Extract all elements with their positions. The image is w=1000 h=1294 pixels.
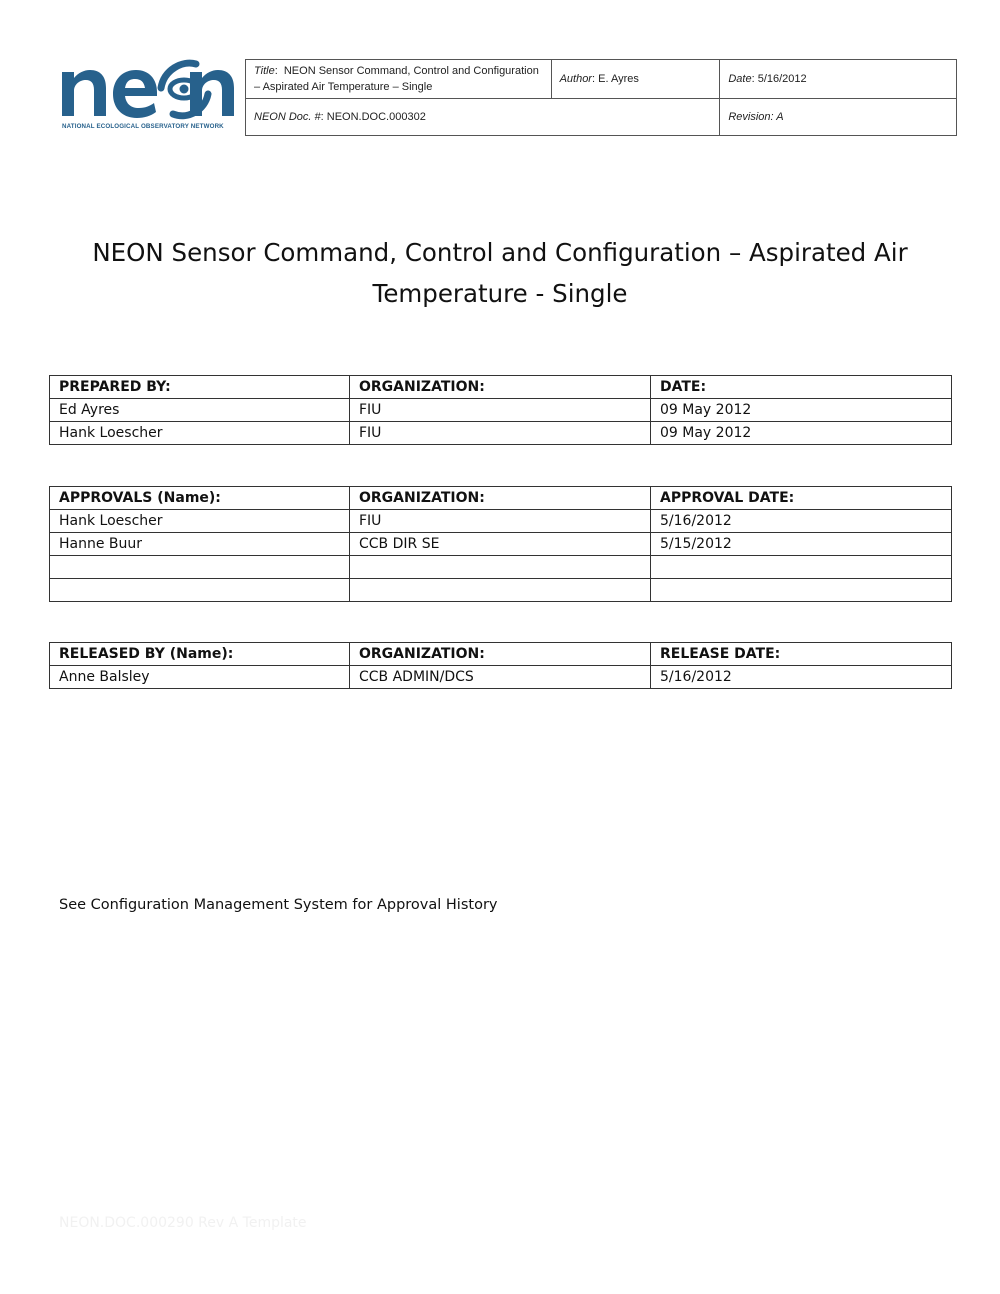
table-cell: 5/16/2012 <box>651 510 952 533</box>
table-row <box>50 666 952 689</box>
column-header: ORGANIZATION: <box>350 643 651 666</box>
table-cell: Hanne Buur <box>50 533 350 556</box>
column-header: RELEASE DATE: <box>651 643 952 666</box>
table-row <box>50 399 952 422</box>
table-row <box>50 422 952 445</box>
table-cell <box>350 579 651 602</box>
template-footer: NEON.DOC.000290 Rev A Template <box>59 1215 307 1231</box>
table-cell: Anne Balsley <box>50 666 350 689</box>
table-cell: CCB DIR SE <box>350 533 651 556</box>
neon-logo-icon <box>58 58 238 120</box>
doc-number-value: NEON.DOC.000302 <box>326 111 426 123</box>
neon-logo <box>58 58 238 136</box>
title-label: Title <box>254 65 275 77</box>
table-cell: 5/16/2012 <box>651 666 952 689</box>
table-row <box>50 510 952 533</box>
approval-history-note: See Configuration Management System for Approval History <box>59 897 498 913</box>
column-header: RELEASED BY (Name): <box>50 643 350 666</box>
column-header: DATE: <box>651 376 952 399</box>
table-header-row <box>50 376 952 399</box>
table-cell: Ed Ayres <box>50 399 350 422</box>
table-cell: FIU <box>350 510 651 533</box>
table-row <box>50 556 952 579</box>
table-cell <box>651 556 952 579</box>
document-header-box <box>245 59 957 136</box>
date-label: Date <box>728 73 752 85</box>
document-title-line: NEON Sensor Command, Control and Configuration – Aspirated Air <box>92 238 908 267</box>
prepared-by-table <box>49 375 952 445</box>
table-header-row <box>50 643 952 666</box>
author-value: E. Ayres <box>598 73 639 85</box>
date-value: 5/16/2012 <box>757 73 807 85</box>
column-header: APPROVALS (Name): <box>50 487 350 510</box>
table-cell: Hank Loescher <box>50 422 350 445</box>
revision-label: Revision: <box>728 111 774 123</box>
table-cell: Hank Loescher <box>50 510 350 533</box>
header-title-cell: Title: NEON Sensor Command, Control and Configuration – Aspirated Air Temperature – Single <box>246 60 552 99</box>
header-date-cell: Date: 5/16/2012 <box>720 60 957 99</box>
logo-tagline: NATIONAL ECOLOGICAL OBSERVATORY NETWORK <box>62 123 224 130</box>
revision-value: A <box>776 111 784 123</box>
table-row <box>50 533 952 556</box>
column-header: ORGANIZATION: <box>350 487 651 510</box>
table-row <box>50 579 952 602</box>
table-cell <box>50 556 350 579</box>
released-by-table <box>49 642 952 689</box>
table-cell: 09 May 2012 <box>651 422 952 445</box>
table-header-row <box>50 487 952 510</box>
column-header: PREPARED BY: <box>50 376 350 399</box>
table-cell <box>50 579 350 602</box>
table-cell: 5/15/2012 <box>651 533 952 556</box>
document-title <box>60 232 940 314</box>
title-value: NEON Sensor Command, Control and Configuration – Aspirated Air Temperature – Single <box>254 65 539 93</box>
table-cell: FIU <box>350 422 651 445</box>
header-revision-cell <box>720 99 957 136</box>
approvals-table <box>49 486 952 602</box>
table-cell <box>350 556 651 579</box>
author-label: Author <box>559 73 592 85</box>
table-cell: FIU <box>350 399 651 422</box>
table-cell: 09 May 2012 <box>651 399 952 422</box>
header-doc-number-cell: NEON Doc. #: NEON.DOC.000302 <box>246 99 720 136</box>
table-cell <box>651 579 952 602</box>
doc-number-label: NEON Doc. # <box>254 111 321 123</box>
column-header: ORGANIZATION: <box>350 376 651 399</box>
header-author-cell: Author: E. Ayres <box>551 60 720 99</box>
column-header: APPROVAL DATE: <box>651 487 952 510</box>
table-cell: CCB ADMIN/DCS <box>350 666 651 689</box>
document-title-line: Temperature - Single <box>372 279 628 308</box>
